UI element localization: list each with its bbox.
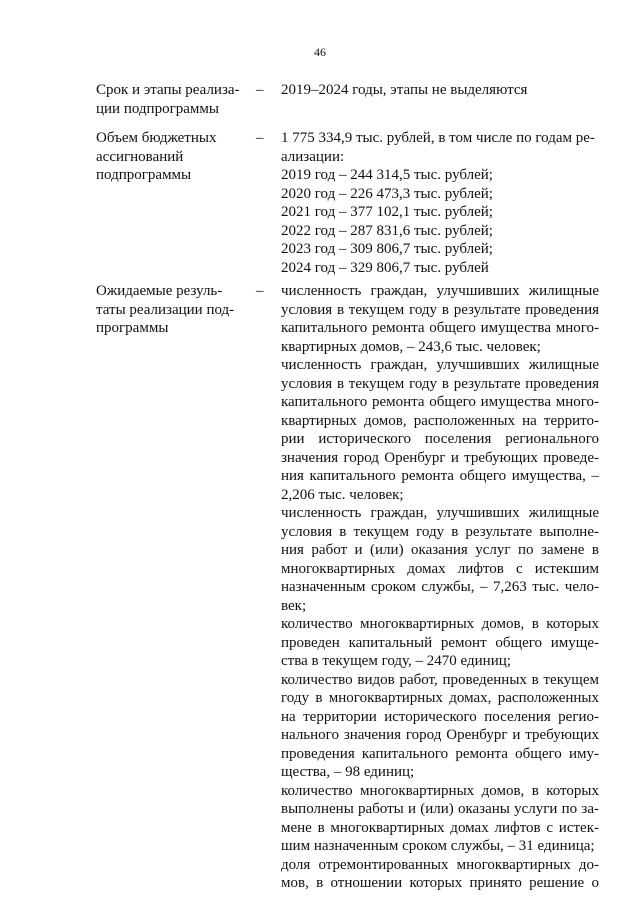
text-line: условия в текущем году в результате выполне-: [281, 523, 599, 540]
value-line: 1 775 334,9 тыс. рублей, в том числе по годам ре-: [281, 130, 595, 146]
text-line: ния работ и (или) оказания услуг по замене в: [281, 542, 599, 558]
result-paragraph: [281, 282, 599, 356]
row-dash: –: [256, 130, 264, 146]
value-line: 2022 год – 287 831,6 тыс. рублей;: [281, 222, 493, 239]
value-line: ализации:: [281, 148, 345, 165]
row-value: [281, 282, 599, 893]
text-line: проведения капитального ремонта общего иму-: [281, 745, 599, 762]
result-paragraph: [281, 615, 599, 671]
row-term-stages: [96, 81, 606, 129]
text-line: многоквартирных домах лифтов с истекшим: [281, 560, 599, 577]
text-line: численность граждан, улучшивших жилищные: [281, 283, 599, 299]
value-line: 2024 год – 329 806,7 тыс. рублей: [281, 259, 489, 276]
text-line: условия в текущем году в результате проведения: [281, 301, 599, 318]
value-line: 2019–2024 годы, этапы не выделяются: [281, 82, 528, 98]
value-line: 2021 год – 377 102,1 тыс. рублей;: [281, 204, 493, 220]
result-paragraph: [281, 856, 599, 893]
row-dash: –: [256, 82, 264, 98]
text-line: значения город Оренбург и требующих проведе-: [281, 449, 599, 466]
value-line: 2019 год – 244 314,5 тыс. рублей;: [281, 167, 493, 183]
text-line: ства в текущем году, – 2470 единиц;: [281, 653, 511, 669]
value-line: 2020 год – 226 473,3 тыс. рублей;: [281, 185, 493, 202]
text-line: век;: [281, 597, 307, 614]
text-line: на территории исторического поселения регио-: [281, 708, 599, 725]
result-paragraph: [281, 671, 599, 782]
result-paragraph: [281, 782, 599, 856]
text-line: назначенным сроком службы, – 7,263 тыс. чело-: [281, 579, 599, 595]
text-line: численность граждан, улучшивших жилищные: [281, 505, 599, 521]
text-line: количество многоквартирных домов, в которых: [281, 616, 599, 632]
text-line: шим назначенным сроком службы, – 31 единица;: [281, 838, 595, 854]
text-line: рии исторического поселения регионального: [281, 431, 599, 447]
text-line: доля отремонтированных многоквартирных до-: [281, 856, 599, 873]
value-line: 2023 год – 309 806,7 тыс. рублей;: [281, 241, 493, 257]
row-expected-results: [96, 282, 606, 893]
text-line: численность граждан, улучшивших жилищные: [281, 357, 599, 373]
text-line: году в многоквартирных домах, расположенных: [281, 690, 599, 706]
text-line: выполнены работы и (или) оказаны услуги по за-: [281, 801, 599, 817]
row-label: Ожидаемые резуль- таты реализации под- программы: [96, 283, 235, 336]
row-budget: [96, 129, 606, 282]
row-value: [281, 129, 599, 277]
text-line: капитального ремонта общего имущества много-: [281, 320, 599, 336]
text-line: квартирных домов, расположенных на террито-: [281, 412, 599, 429]
passport-table: [96, 81, 606, 893]
page-number: 46: [314, 45, 326, 59]
text-line: щества, – 98 единиц;: [281, 764, 415, 780]
text-line: количество видов работ, проведенных в текущем: [281, 671, 599, 688]
text-line: условия в текущем году в результате проведения: [281, 375, 599, 392]
text-line: мов, в отношении которых принято решение о: [281, 875, 599, 891]
text-line: проведен капитальный ремонт общего имуще-: [281, 634, 599, 651]
row-label: Срок и этапы реализа- ции подпрограммы: [96, 82, 240, 117]
text-line: количество многоквартирных домов, в которых: [281, 782, 599, 799]
text-line: капитального ремонта общего имущества много-: [281, 394, 599, 410]
text-line: нального значения город Оренбург и требующих: [281, 727, 599, 743]
row-value: [281, 81, 599, 100]
text-line: квартирных домов, – 243,6 тыс. человек;: [281, 338, 541, 355]
row-label: Объем бюджетных ассигнований подпрограммы: [96, 130, 217, 183]
result-paragraph: [281, 504, 599, 615]
row-dash: –: [256, 283, 264, 299]
text-line: 2,206 тыс. человек;: [281, 486, 404, 503]
text-line: ния капитального ремонта общего имущества, –: [281, 468, 599, 484]
text-line: мене в многоквартирных домах лифтов с истек-: [281, 819, 599, 836]
result-paragraph: [281, 356, 599, 504]
